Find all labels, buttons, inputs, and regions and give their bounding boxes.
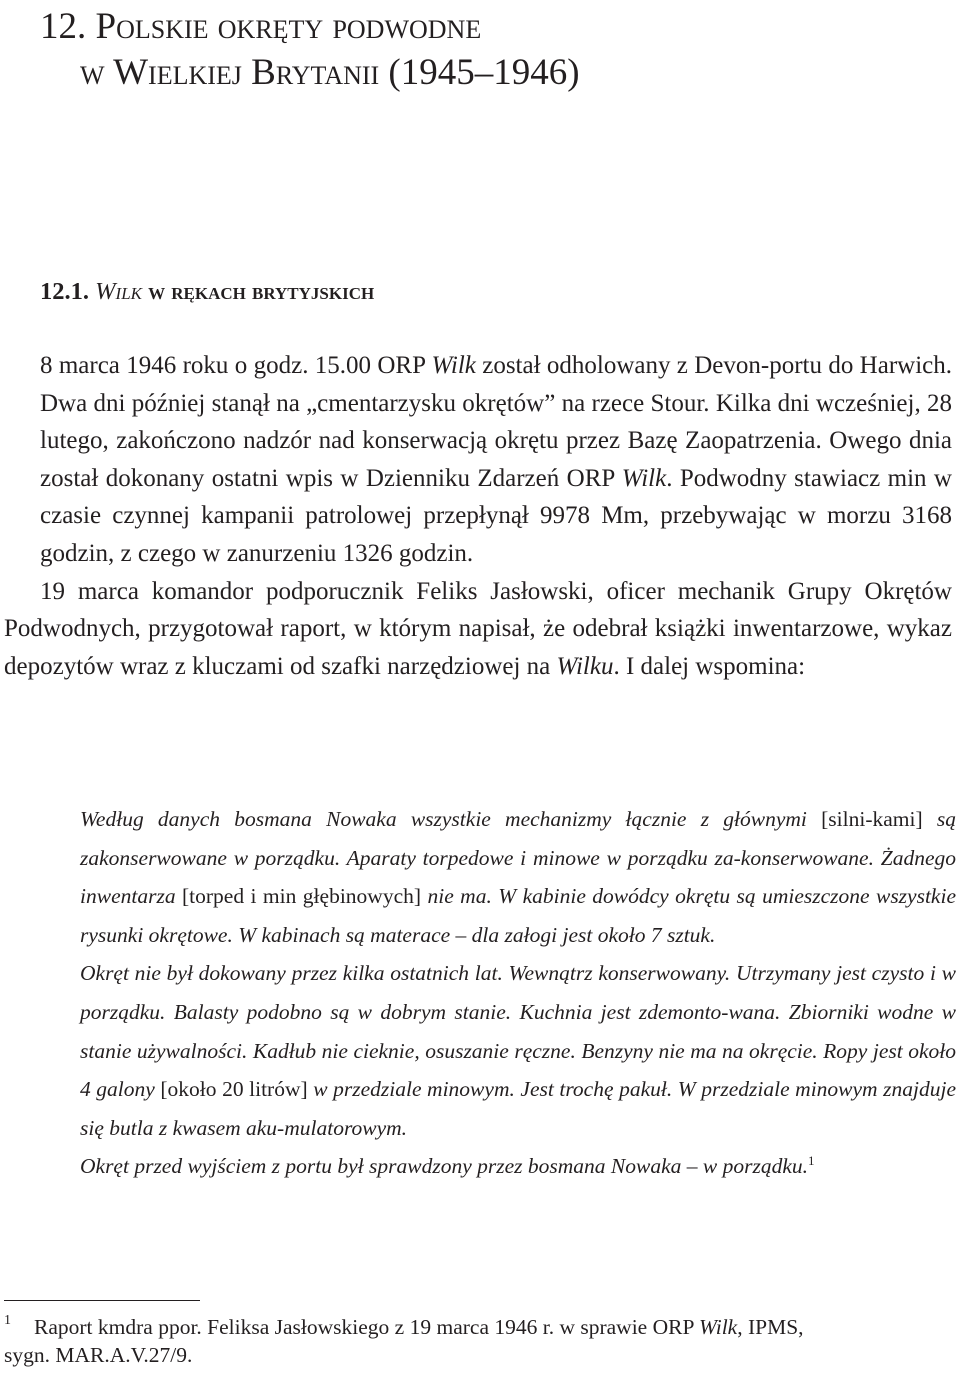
- quote-paragraph-3: [80, 1147, 956, 1186]
- body-paragraph-1: [4, 347, 952, 573]
- body-p1-text-a: 8 marca 1946 roku o godz. 15.00 ORP: [40, 352, 432, 379]
- quote-p2-text-c: w przedziale minowym. Jest trochę pakuł. W przedziale minowym znajduje się butla z kwasem aku-mulatorowym.: [80, 1077, 956, 1140]
- footnote-text-a: Raport kmdra ppor. Feliksa Jasłowskiego z 19 marca 1946 r. w sprawie ORP: [34, 1315, 699, 1339]
- body-p1-text-e: . Podwodny stawiacz min w czasie czynnej kampanii patrolowej przepłynął 9978 Mm, przebywając w morzu 3168 godzin, z czego w zanurzeniu 1326 godzin.: [40, 464, 952, 567]
- quote-p2-insert: [około 20 litrów]: [154, 1077, 314, 1102]
- footnote-text-c: , IPMS,: [737, 1315, 804, 1339]
- body-p2-text-a: 19 marca komandor podporucznik Feliks Jasłowski, oficer mechanik Grupy Okrętów Podwodnych, przygotował raport, w którym napisał, że odebrał książki inwentarzowe, wykaz depozytów wraz z kluczami od szafki narzędziowej na: [4, 577, 952, 680]
- section-title-ship: Wilk: [95, 278, 142, 305]
- quote-p1-text-c: są zakonserwowane w porządku. Aparaty torpedowe i minowe w porządku za-konserwowane. Żadnego inwentarza: [80, 807, 956, 909]
- quote-p1-text-e: nie ma. W kabinie dowódcy okrętu są umieszczone wszystkie rysunki okrętowe. W kabinach są materace – dla załogi jest około 7 sztuk.: [80, 884, 956, 947]
- footnote-reference[interactable]: 1: [808, 1153, 815, 1169]
- chapter-number: 12.: [40, 6, 87, 47]
- chapter-title-line-1: [40, 4, 940, 50]
- footnote-text: [4, 1313, 952, 1341]
- body-p2-ship-name: Wilku: [556, 652, 614, 680]
- section-title-rest: w rękach brytyjskich: [148, 278, 375, 305]
- body-p1-ship-name: Wilk: [431, 352, 476, 379]
- footnote-signature: sygn. MAR.A.V.27/9.: [4, 1343, 193, 1367]
- quote-p1-insert-2: [torped i min głębinowych]: [175, 884, 428, 909]
- chapter-title-line-2: w Wielkiej Brytanii (1945–1946): [80, 52, 580, 93]
- quote-p1-text-a: Według danych bosmana Nowaka wszystkie mechanizmy łącznie z głównymi: [80, 807, 807, 831]
- section-number: 12.1.: [40, 278, 89, 305]
- body-p1-ship-name-2: Wilk: [621, 464, 667, 492]
- chapter-title: [40, 4, 940, 96]
- quote-p1-insert: [silni-kami]: [806, 807, 937, 831]
- footnote-mark: 1: [4, 1313, 11, 1328]
- chapter-title-text-1: Polskie okręty podwodne: [95, 6, 482, 47]
- footnote-divider: [4, 1300, 200, 1301]
- section-title: [40, 275, 374, 309]
- body-text: [4, 347, 952, 685]
- body-p1-text-c: został odholowany z Devon-portu do Harwich. Dwa dni później stanął na „cmentarzysku okrętów” na rzece Stour. Kilka dni wcześniej, 28 lutego, zakończono nadzór nad konserwacją okrętu przez Bazę Zaopatrzenia. Owego dnia został dokonany ostatni wpis w Dzienniku Zdarzeń ORP: [40, 352, 953, 492]
- quote-p2-text-a: Okręt nie był dokowany przez kilka ostatnich lat. Wewnątrz konserwowany. Utrzymany jest czysto i w porządku. Balasty podobno są w dobrym stanie. Kuchnia jest zdemonto-wana. Zbiorniki wodne w stanie używalności. Kadłub nie cieknie, osuszanie ręczne. Benzyny nie ma na okręcie. Ropy jest około 4 galony: [80, 961, 956, 1102]
- body-p2-text-c: . I dalej wspomina:: [613, 652, 806, 680]
- body-paragraph-2: [4, 573, 952, 686]
- footnote-ship-name: Wilk: [699, 1315, 738, 1339]
- footnote: [4, 1313, 952, 1369]
- block-quote: [80, 800, 956, 1186]
- quote-p3-text: Okręt przed wyjściem z portu był sprawdzony przez bosmana Nowaka – w porządku.: [80, 1154, 808, 1179]
- quote-paragraph-1: [80, 800, 956, 954]
- quote-paragraph-2: [80, 954, 956, 1147]
